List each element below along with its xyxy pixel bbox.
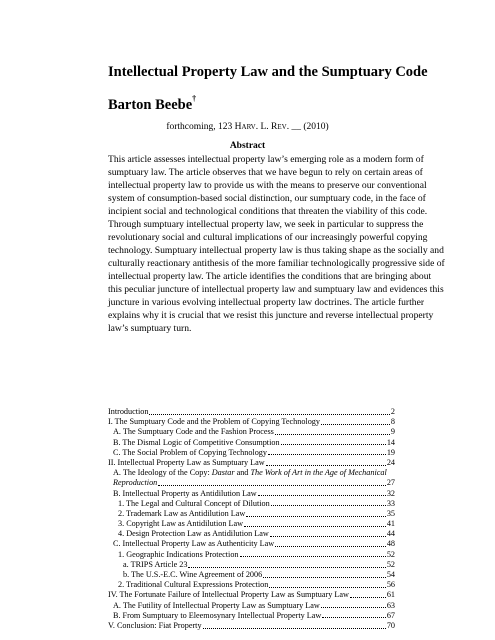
toc-entry-label bbox=[113, 468, 387, 478]
author-name-text: Barton Beebe bbox=[108, 96, 193, 113]
toc-leader-dots bbox=[149, 413, 389, 415]
toc-leader-dots bbox=[270, 535, 386, 537]
toc-entry[interactable] bbox=[108, 590, 395, 600]
toc-entry-label: 1. The Legal and Cultural Concept of Dilution bbox=[118, 498, 270, 508]
toc-entry-page: 70 bbox=[386, 620, 395, 630]
toc-entry[interactable] bbox=[108, 621, 395, 631]
toc-entry[interactable] bbox=[108, 438, 395, 448]
abstract-line: revolutionary social and cultural implications of our increasingly powerful copying bbox=[108, 232, 428, 243]
toc-leader-dots bbox=[266, 464, 386, 466]
toc-entry-label: b. The U.S.-E.C. Wine Agreement of 2006 bbox=[123, 570, 263, 579]
toc-leader-dots bbox=[281, 443, 386, 445]
toc-entry-page: 61 bbox=[386, 590, 395, 600]
abstract-line: culturally reactionary antithesis of the more familiar technologically progressive side of bbox=[108, 258, 445, 269]
toc-entry[interactable] bbox=[108, 550, 395, 560]
toc-entry-label: I. The Sumptuary Code and the Problem of Copying Technology bbox=[108, 417, 320, 427]
toc-entry-page: 33 bbox=[386, 498, 395, 508]
abstract-line: law’s sumptuary turn. bbox=[108, 323, 192, 334]
table-of-contents bbox=[108, 407, 395, 631]
toc-leader-dots bbox=[244, 525, 386, 527]
toc-entry-label: B. Intellectual Property as Antidilution Law bbox=[113, 488, 257, 498]
toc-entry-page: 35 bbox=[386, 508, 395, 518]
toc-entry[interactable] bbox=[108, 499, 395, 509]
toc-entry-label: V. Conclusion: Fiat Property bbox=[108, 620, 202, 630]
toc-leader-dots bbox=[321, 423, 390, 425]
toc-entry[interactable] bbox=[108, 458, 395, 468]
toc-entry[interactable] bbox=[108, 519, 395, 529]
toc-leader-dots bbox=[321, 606, 386, 608]
abstract-line: technology. Sumptuary intellectual property law is thus taking shape as the socially and bbox=[108, 245, 444, 256]
abstract-line: juncture in various evolving intellectual property law doctrines. The article further bbox=[108, 297, 425, 308]
abstract-line: Through sumptuary intellectual property law, we seek in particular to suppress the bbox=[108, 219, 424, 230]
toc-entry-page: 56 bbox=[386, 580, 395, 590]
toc-entry-page: 9 bbox=[390, 427, 395, 437]
abstract-line: intellectual property law to provide us with the means to preserve our conventional bbox=[108, 180, 427, 191]
toc-entry[interactable] bbox=[108, 570, 395, 580]
toc-leader-dots bbox=[268, 453, 386, 455]
toc-entry-page: 8 bbox=[390, 417, 395, 427]
toc-entry-page: 63 bbox=[386, 600, 395, 610]
toc-entry[interactable] bbox=[108, 580, 395, 590]
toc-entry-label: Introduction bbox=[108, 407, 149, 416]
toc-entry[interactable] bbox=[108, 509, 395, 519]
author-name bbox=[108, 96, 196, 114]
toc-entry-page: 2 bbox=[390, 407, 395, 416]
abstract-line: intellectual property law. The article identifies the conditions that are bringing about bbox=[108, 271, 432, 282]
toc-entry-label-mid: and bbox=[234, 468, 251, 478]
author-footnote-mark: † bbox=[192, 94, 197, 103]
toc-entry-page: 27 bbox=[386, 478, 395, 488]
toc-entry-label: 3. Copyright Law as Antidilution Law bbox=[118, 519, 244, 529]
citation-suffix: __ (2010) bbox=[291, 122, 329, 132]
toc-entry-page: 52 bbox=[386, 549, 395, 559]
toc-leader-dots bbox=[275, 433, 390, 435]
toc-entry-label: 4. Design Protection Law as Antidilution Law bbox=[118, 529, 269, 539]
abstract-line: system of consumption-based social distinction, our sumptuary code, in the face of bbox=[108, 193, 426, 204]
toc-entry[interactable] bbox=[108, 407, 395, 417]
toc-entry[interactable] bbox=[108, 468, 395, 478]
toc-entry[interactable] bbox=[108, 529, 395, 539]
toc-entry-label: II. Intellectual Property Law as Sumptuary Law bbox=[108, 457, 265, 467]
toc-entry-label: A. The Sumptuary Code and the Fashion Process bbox=[113, 427, 274, 437]
toc-entry-label-continuation: Reproduction bbox=[113, 478, 158, 488]
toc-leader-dots bbox=[269, 586, 385, 588]
abstract-line: explains why it is crucial that we resist this juncture and reverse intellectual property bbox=[108, 310, 434, 321]
toc-entry-page: 32 bbox=[386, 488, 395, 498]
toc-entry[interactable] bbox=[108, 417, 395, 427]
toc-entry-label: C. Intellectual Property Law as Authenticity Law bbox=[113, 539, 275, 549]
toc-entry-label: IV. The Fortunate Failure of Intellectual Property Law as Sumptuary Law bbox=[108, 590, 349, 600]
toc-entry-label-italic: Dastar bbox=[211, 468, 235, 478]
toc-entry-page: 44 bbox=[386, 529, 395, 539]
toc-leader-dots bbox=[246, 515, 385, 517]
toc-leader-dots bbox=[271, 504, 386, 506]
toc-entry[interactable] bbox=[108, 448, 395, 458]
toc-entry-page: 24 bbox=[386, 457, 395, 467]
toc-entry-page: 54 bbox=[386, 570, 395, 579]
toc-entry-page: 14 bbox=[386, 437, 395, 447]
toc-entry-label-start: A. The Ideology of the Copy: bbox=[113, 468, 212, 478]
toc-leader-dots bbox=[240, 555, 386, 557]
toc-entry[interactable] bbox=[108, 489, 395, 499]
toc-entry[interactable] bbox=[108, 611, 395, 621]
toc-entry[interactable] bbox=[108, 539, 395, 549]
toc-entry[interactable] bbox=[108, 427, 395, 437]
toc-entry-label: A. The Futility of Intellectual Property Law as Sumptuary Law bbox=[113, 600, 320, 610]
toc-entry-page: 41 bbox=[386, 519, 395, 529]
abstract-line: incipient social and technological conditions that threaten the viability of this code. bbox=[108, 206, 428, 217]
toc-entry-continuation[interactable] bbox=[108, 478, 395, 488]
toc-leader-dots bbox=[203, 627, 386, 629]
toc-entry-page: 48 bbox=[386, 539, 395, 549]
toc-entry-label: 2. Traditional Cultural Expressions Protection bbox=[118, 580, 269, 590]
abstract-line: This article assesses intellectual property law’s emerging role as a modern form of bbox=[108, 154, 424, 165]
toc-leader-dots bbox=[188, 566, 385, 568]
toc-leader-dots bbox=[350, 596, 386, 598]
toc-leader-dots bbox=[263, 576, 386, 578]
toc-entry-label: C. The Social Problem of Copying Technology bbox=[113, 447, 267, 457]
abstract-line: sumptuary law. The article observes that we have begun to rely on certain areas of bbox=[108, 167, 423, 178]
toc-entry-page: 52 bbox=[386, 559, 395, 569]
toc-entry-label: a. TRIPS Article 23 bbox=[123, 559, 188, 569]
toc-entry-page: 19 bbox=[386, 447, 395, 457]
toc-entry-label: B. From Sumptuary to Eleemosynary Intellectual Property Law bbox=[113, 610, 322, 620]
abstract-line: this peculiar juncture of intellectual property law and sumptuary law and evidences this bbox=[108, 284, 444, 295]
toc-entry[interactable] bbox=[108, 601, 395, 611]
toc-leader-dots bbox=[322, 616, 386, 618]
toc-entry-page: 67 bbox=[386, 610, 395, 620]
toc-entry-label-italic: The Work of Art in the Age of Mechanical bbox=[250, 468, 387, 478]
citation bbox=[0, 122, 495, 132]
article-title: Intellectual Property Law and the Sumptuary Code bbox=[108, 64, 428, 80]
toc-entry-label: 1. Geographic Indications Protection bbox=[118, 549, 239, 559]
citation-prefix: forthcoming, 123 bbox=[166, 122, 233, 132]
toc-leader-dots bbox=[258, 494, 386, 496]
citation-journal: Harv. L. Rev. bbox=[234, 122, 290, 132]
toc-leader-dots bbox=[275, 545, 386, 547]
toc-entry-label: B. The Dismal Logic of Competitive Consumption bbox=[113, 437, 280, 447]
toc-leader-dots bbox=[158, 484, 386, 486]
toc-entry-label: 2. Trademark Law as Antidilution Law bbox=[118, 508, 246, 518]
toc-entry[interactable] bbox=[108, 560, 395, 570]
abstract-heading: Abstract bbox=[229, 141, 266, 151]
abstract-body bbox=[108, 153, 445, 335]
